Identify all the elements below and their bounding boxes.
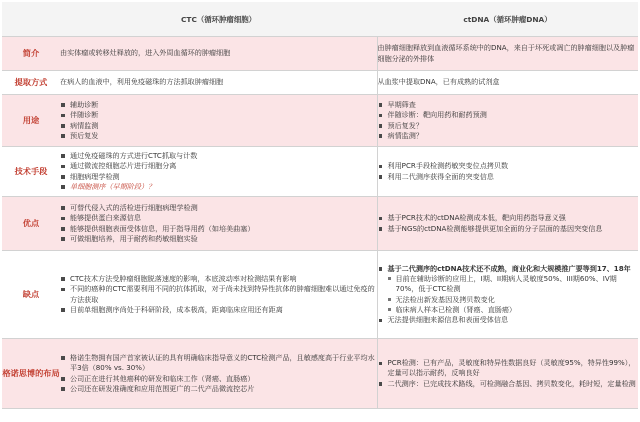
list-item: CTC技术方法受肿瘤细胞脱落速度的影响，本底波动率对检测结果有影响 bbox=[60, 274, 377, 284]
list-item: 能够提供细胞表面受体信息，用于指导用药（如培美曲塞） bbox=[60, 224, 377, 234]
list-item: 基于PCR技术的ctDNA检测成本低，靶向用药指导意义强 bbox=[378, 213, 639, 223]
row-label-usage: 用途 bbox=[2, 95, 60, 147]
ctc-advantages bbox=[60, 197, 377, 251]
ctc-usage-list bbox=[60, 100, 377, 141]
list-item: 早期筛查 bbox=[378, 100, 639, 110]
row-advantages bbox=[2, 197, 638, 251]
row-gedu-layout bbox=[2, 339, 638, 409]
list-item: 预后复发 bbox=[60, 131, 377, 141]
ctc-technique-list bbox=[60, 151, 377, 192]
list-item: 二代测序：已完成技术路线，可检测融合基因、拷贝数变化，耗时短，定量检测 bbox=[378, 379, 639, 389]
row-usage bbox=[2, 95, 638, 147]
ctdna-usage-list bbox=[378, 100, 639, 141]
row-intro bbox=[2, 37, 638, 71]
list-item: 可替代侵入式的活检进行细胞病理学检测 bbox=[60, 203, 377, 213]
list-item: 通过免疫磁珠的方式进行CTC抓取与计数 bbox=[60, 151, 377, 161]
list-item: 格诺生物拥有国产首家被认证的具有明确临床指导意义的CTC检测产品，且敏感度高于行业平均水平3倍（80% vs. 30%） bbox=[60, 353, 377, 374]
list-item: PCR检测：已有产品，灵敏度和特异性数据良好（灵敏度95%，特异性99%），定量可以指示耐药，反响良好 bbox=[378, 358, 639, 379]
row-label-disadvantages: 缺点 bbox=[2, 251, 60, 339]
list-item: 伴随诊断 bbox=[60, 110, 377, 120]
list-item: 预后复发？ bbox=[378, 121, 639, 131]
list-item: 病情监测？ bbox=[378, 131, 639, 141]
ctc-disadvantages-list bbox=[60, 274, 377, 315]
list-item: 病情监测 bbox=[60, 121, 377, 131]
list-item: 利用PCR手段检测药敏突变位点拷贝数 bbox=[378, 161, 639, 171]
ctdna-extraction: 从血浆中提取DNA，已有成熟的试剂盒 bbox=[377, 71, 638, 95]
ctc-gedu-layout bbox=[60, 339, 377, 409]
ctdna-advantages bbox=[377, 197, 638, 251]
list-item: 利用二代测序获得全面的突变信息 bbox=[378, 172, 639, 182]
ctdna-technique-list bbox=[378, 161, 639, 182]
ctc-extraction: 在病人的血液中，利用免疫磁珠的方法抓取肿瘤细胞 bbox=[60, 71, 377, 95]
row-technique bbox=[2, 147, 638, 197]
list-item: 基于NGS的ctDNA检测能够提供更加全面的分子层面的基因突变信息 bbox=[378, 224, 639, 234]
ctc-intro: 由实体瘤或转移灶释放的，进入外周血循环的肿瘤细胞 bbox=[60, 37, 377, 71]
list-item: 细胞病理学检测 bbox=[60, 172, 377, 182]
comparison-table bbox=[2, 2, 638, 409]
ctdna-disadvantages-list bbox=[378, 264, 639, 326]
ctdna-intro: 由肿瘤细胞释放到血液循环系统中的DNA，来自于坏死或凋亡的肿瘤细胞以及肿瘤细胞分泌的外排体 bbox=[377, 37, 638, 71]
list-item: 伴随诊断：靶向用药和耐药预测 bbox=[378, 110, 639, 120]
list-item: 公司正在进行其他癌种的研发和临床工作（肾癌、直肠癌） bbox=[60, 374, 377, 384]
list-item: 目前单细胞测序尚处于科研阶段，成本极高，距离临床应用还有距离 bbox=[60, 305, 377, 315]
row-label-technique: 技术手段 bbox=[2, 147, 60, 197]
row-label-advantages: 优点 bbox=[2, 197, 60, 251]
ctc-advantages-list bbox=[60, 203, 377, 244]
row-disadvantages bbox=[2, 251, 638, 339]
list-item: 通过微流控细胞芯片进行细胞分离 bbox=[60, 161, 377, 171]
ctdna-gedu-list bbox=[378, 358, 639, 389]
list-item: 临床病人样本已检测（肾癌、直肠癌） bbox=[378, 305, 639, 315]
row-extraction bbox=[2, 71, 638, 95]
ctc-gedu-list bbox=[60, 353, 377, 394]
table-header-row bbox=[2, 2, 638, 37]
list-item: 公司还在研发准确度和应用范围更广的二代产品微流控芯片 bbox=[60, 384, 377, 394]
header-blank-cell bbox=[2, 2, 60, 37]
list-item: 不同的癌种的CTC需要利用不同的抗体抓取，对于尚未找到特异性抗体的肿瘤细胞难以通过免疫的方法获取 bbox=[60, 284, 377, 305]
header-ctdna: ctDNA（循环肿瘤DNA） bbox=[377, 2, 638, 37]
list-item: 目前在辅助诊断的应用上，I期、II期病人灵敏度50%、III期60%、IV期70%，低于CTC检测 bbox=[378, 274, 639, 295]
row-label-extraction: 提取方式 bbox=[2, 71, 60, 95]
list-item: 辅助诊断 bbox=[60, 100, 377, 110]
list-item: 无法提供细胞来源信息和表面受体信息 bbox=[378, 315, 639, 325]
row-label-intro: 简介 bbox=[2, 37, 60, 71]
ctdna-disadvantages bbox=[377, 251, 638, 339]
ctdna-gedu-layout bbox=[377, 339, 638, 409]
list-item: 可做细胞培养，用于耐药和药敏细胞实验 bbox=[60, 234, 377, 244]
row-label-gedu-layout: 格诺思博的布局 bbox=[2, 339, 60, 409]
ctdna-advantages-list bbox=[378, 213, 639, 234]
ctdna-technique bbox=[377, 147, 638, 197]
ctc-usage bbox=[60, 95, 377, 147]
ctc-disadvantages bbox=[60, 251, 377, 339]
list-item: 基于二代测序的ctDNA技术还不成熟，商业化和大规模推广要等到17、18年 bbox=[378, 264, 639, 274]
list-item: 能够提供蛋白来源信息 bbox=[60, 213, 377, 223]
list-item: 无法检出新发基因及拷贝数变化 bbox=[378, 295, 639, 305]
list-item: 单细胞测序（早期阶段）？ bbox=[60, 182, 377, 192]
ctc-technique bbox=[60, 147, 377, 197]
ctdna-usage bbox=[377, 95, 638, 147]
header-ctc: CTC（循环肿瘤细胞） bbox=[60, 2, 377, 37]
